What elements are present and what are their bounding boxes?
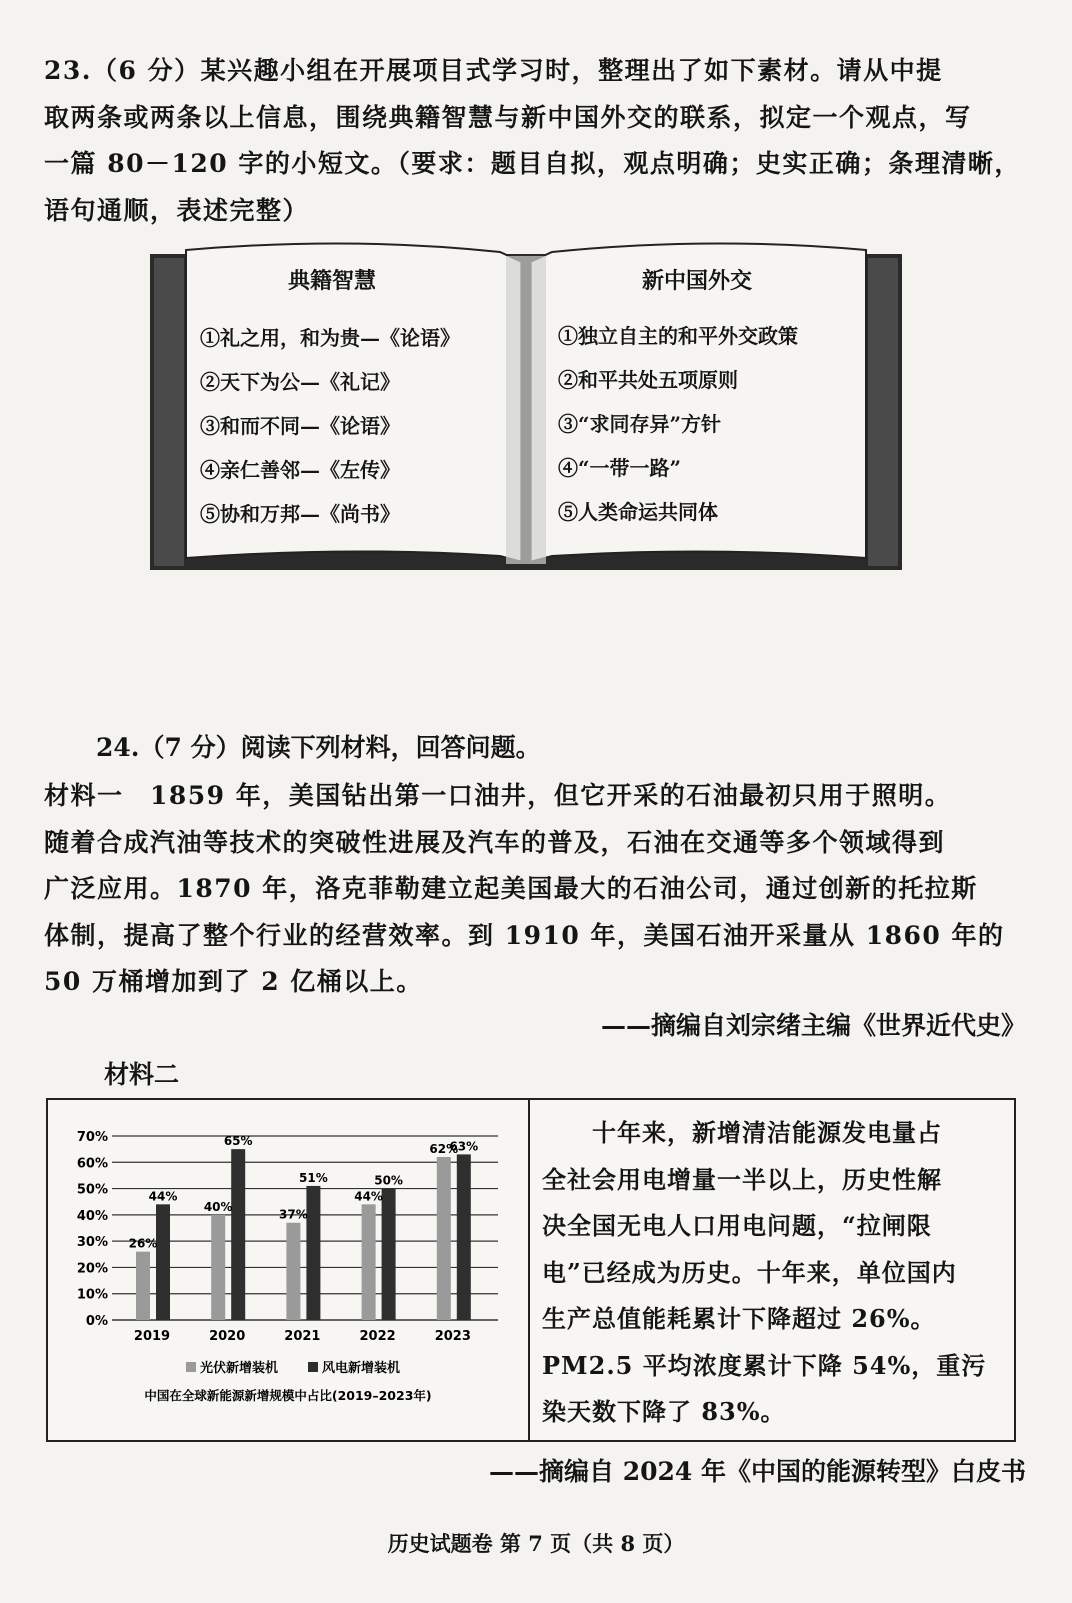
material-1-text: [44, 773, 1028, 1006]
legend-pv-label: 光伏新增装机: [200, 1361, 279, 1376]
q23-line: 语句通顺，表述完整）: [44, 195, 310, 225]
bar-chart: [48, 1100, 528, 1440]
book-right-item: ④“一带一路”: [558, 456, 682, 480]
bar-pv: [437, 1157, 451, 1320]
material-1-line: 随着合成汽油等技术的突破性进展及汽车的普及，石油在交通等多个领域得到: [44, 827, 946, 857]
material-2-table: [46, 1098, 1016, 1442]
material-2-line: 生产总值能耗累计下降超过 26%。: [542, 1304, 936, 1333]
x-tick-label: 2019: [133, 1329, 171, 1344]
material-2-line: 十年来，新增清洁能源发电量占: [542, 1118, 942, 1147]
q23-line: 取两条或两条以上信息，围绕典籍智慧与新中国外交的联系，拟定一个观点，写: [44, 102, 972, 132]
material-2-line: 染天数下降了 83%。: [542, 1397, 786, 1426]
book-right-item: ①独立自主的和平外交政策: [558, 324, 798, 348]
material-2-line: 电”已经成为历史。十年来，单位国内: [542, 1257, 957, 1287]
material-2-source: ——摘编自 2024 年《中国的能源转型》白皮书: [489, 1457, 1026, 1486]
material-1-line: 50 万桶增加到了 2 亿桶以上。: [44, 967, 423, 996]
data-label: 63%: [449, 1139, 479, 1154]
q23-line: 一篇 80－120 字的小短文。（要求：题目自拟，观点明确；史实正确；条理清晰，: [44, 149, 1021, 178]
book-right-item: ②和平共处五项原则: [558, 368, 738, 392]
book-left-item: ②天下为公—《礼记》: [200, 370, 400, 394]
material-1-line: 广泛应用。1870 年，洛克菲勒建立起美国最大的石油公司，通过创新的托拉斯: [44, 874, 978, 903]
book-left-item: ⑤协和万邦—《尚书》: [200, 502, 400, 526]
book-left-item: ④亲仁善邻—《左传》: [200, 458, 400, 482]
x-tick-label: 2021: [284, 1329, 321, 1344]
table-divider: [528, 1100, 530, 1440]
question-24-header: 24.（7 分）阅读下列材料，回答问题。: [96, 733, 541, 762]
book-left-item: ①礼之用，和为贵—《论语》: [200, 326, 460, 350]
bar-wind: [457, 1154, 471, 1320]
material-1-source: ——摘编自刘宗绪主编《世界近代史》: [600, 1011, 1026, 1040]
y-tick-label: 70%: [76, 1130, 108, 1145]
material-2-line: 决全国无电人口用电问题，“拉闸限: [542, 1211, 932, 1240]
y-tick-label: 30%: [76, 1235, 108, 1251]
material-1-line: 材料一 1859 年，美国钻出第一口油井，但它开采的石油最初只用于照明。: [44, 781, 952, 810]
y-tick-label: 50%: [76, 1182, 108, 1198]
book-left-item: ③和而不同—《论语》: [200, 414, 400, 438]
book-right-title: 新中国外交: [642, 269, 753, 294]
chart-labels: [129, 1134, 479, 1344]
book-right-item: ③“求同存异”方针: [558, 412, 722, 436]
page-footer: 历史试题卷 第 7 页（共 8 页）: [387, 1531, 685, 1556]
data-label: 44%: [354, 1189, 383, 1204]
data-label: 62%: [429, 1142, 459, 1157]
q23-line: 23.（6 分）某兴趣小组在开展项目式学习时，整理出了如下素材。请从中提: [44, 56, 943, 85]
bar-wind: [382, 1189, 396, 1320]
material-2-line: 全社会用电增量一半以上，历史性解: [542, 1164, 942, 1194]
data-label: 65%: [223, 1134, 253, 1149]
legend-pv-swatch: [186, 1362, 196, 1372]
open-book-illustration: [150, 240, 902, 575]
material-2-text: [542, 1110, 1004, 1436]
x-tick-label: 2020: [209, 1329, 246, 1344]
data-label: 37%: [279, 1207, 308, 1222]
material-1-line: 体制，提高了整个行业的经营效率。到 1910 年，美国石油开采量从 1860 年的: [44, 920, 1005, 950]
material-2-line: PM2.5 平均浓度累计下降 54%，重污: [542, 1350, 987, 1380]
legend-wind-swatch: [308, 1362, 318, 1372]
y-tick-label: 0%: [85, 1314, 108, 1329]
chart-title: 中国在全球新能源新增规模中占比(2019–2023年): [144, 1388, 432, 1403]
bar-pv: [211, 1215, 225, 1320]
y-tick-label: 60%: [76, 1156, 108, 1172]
data-label: 50%: [374, 1173, 403, 1188]
legend-wind-label: 风电新增装机: [322, 1361, 401, 1376]
bar-wind: [231, 1149, 245, 1320]
data-label: 26%: [128, 1236, 158, 1251]
y-tick-label: 40%: [76, 1208, 108, 1224]
data-label: 40%: [203, 1199, 233, 1214]
bar-pv: [136, 1252, 150, 1320]
bar-wind: [306, 1186, 320, 1320]
book-right-item: ⑤人类命运共同体: [558, 500, 718, 524]
bar-pv: [286, 1223, 300, 1320]
y-tick-label: 10%: [76, 1287, 108, 1303]
question-23-text: [44, 48, 1028, 234]
y-tick-label: 20%: [76, 1261, 108, 1277]
x-tick-label: 2023: [434, 1329, 471, 1344]
data-label: 51%: [299, 1170, 328, 1185]
book-left-title: 典籍智慧: [288, 269, 377, 294]
material-2-label: 材料二: [104, 1060, 180, 1089]
x-tick-label: 2022: [359, 1329, 396, 1344]
bar-wind: [156, 1204, 170, 1320]
data-label: 44%: [148, 1189, 178, 1204]
bar-pv: [362, 1204, 376, 1320]
